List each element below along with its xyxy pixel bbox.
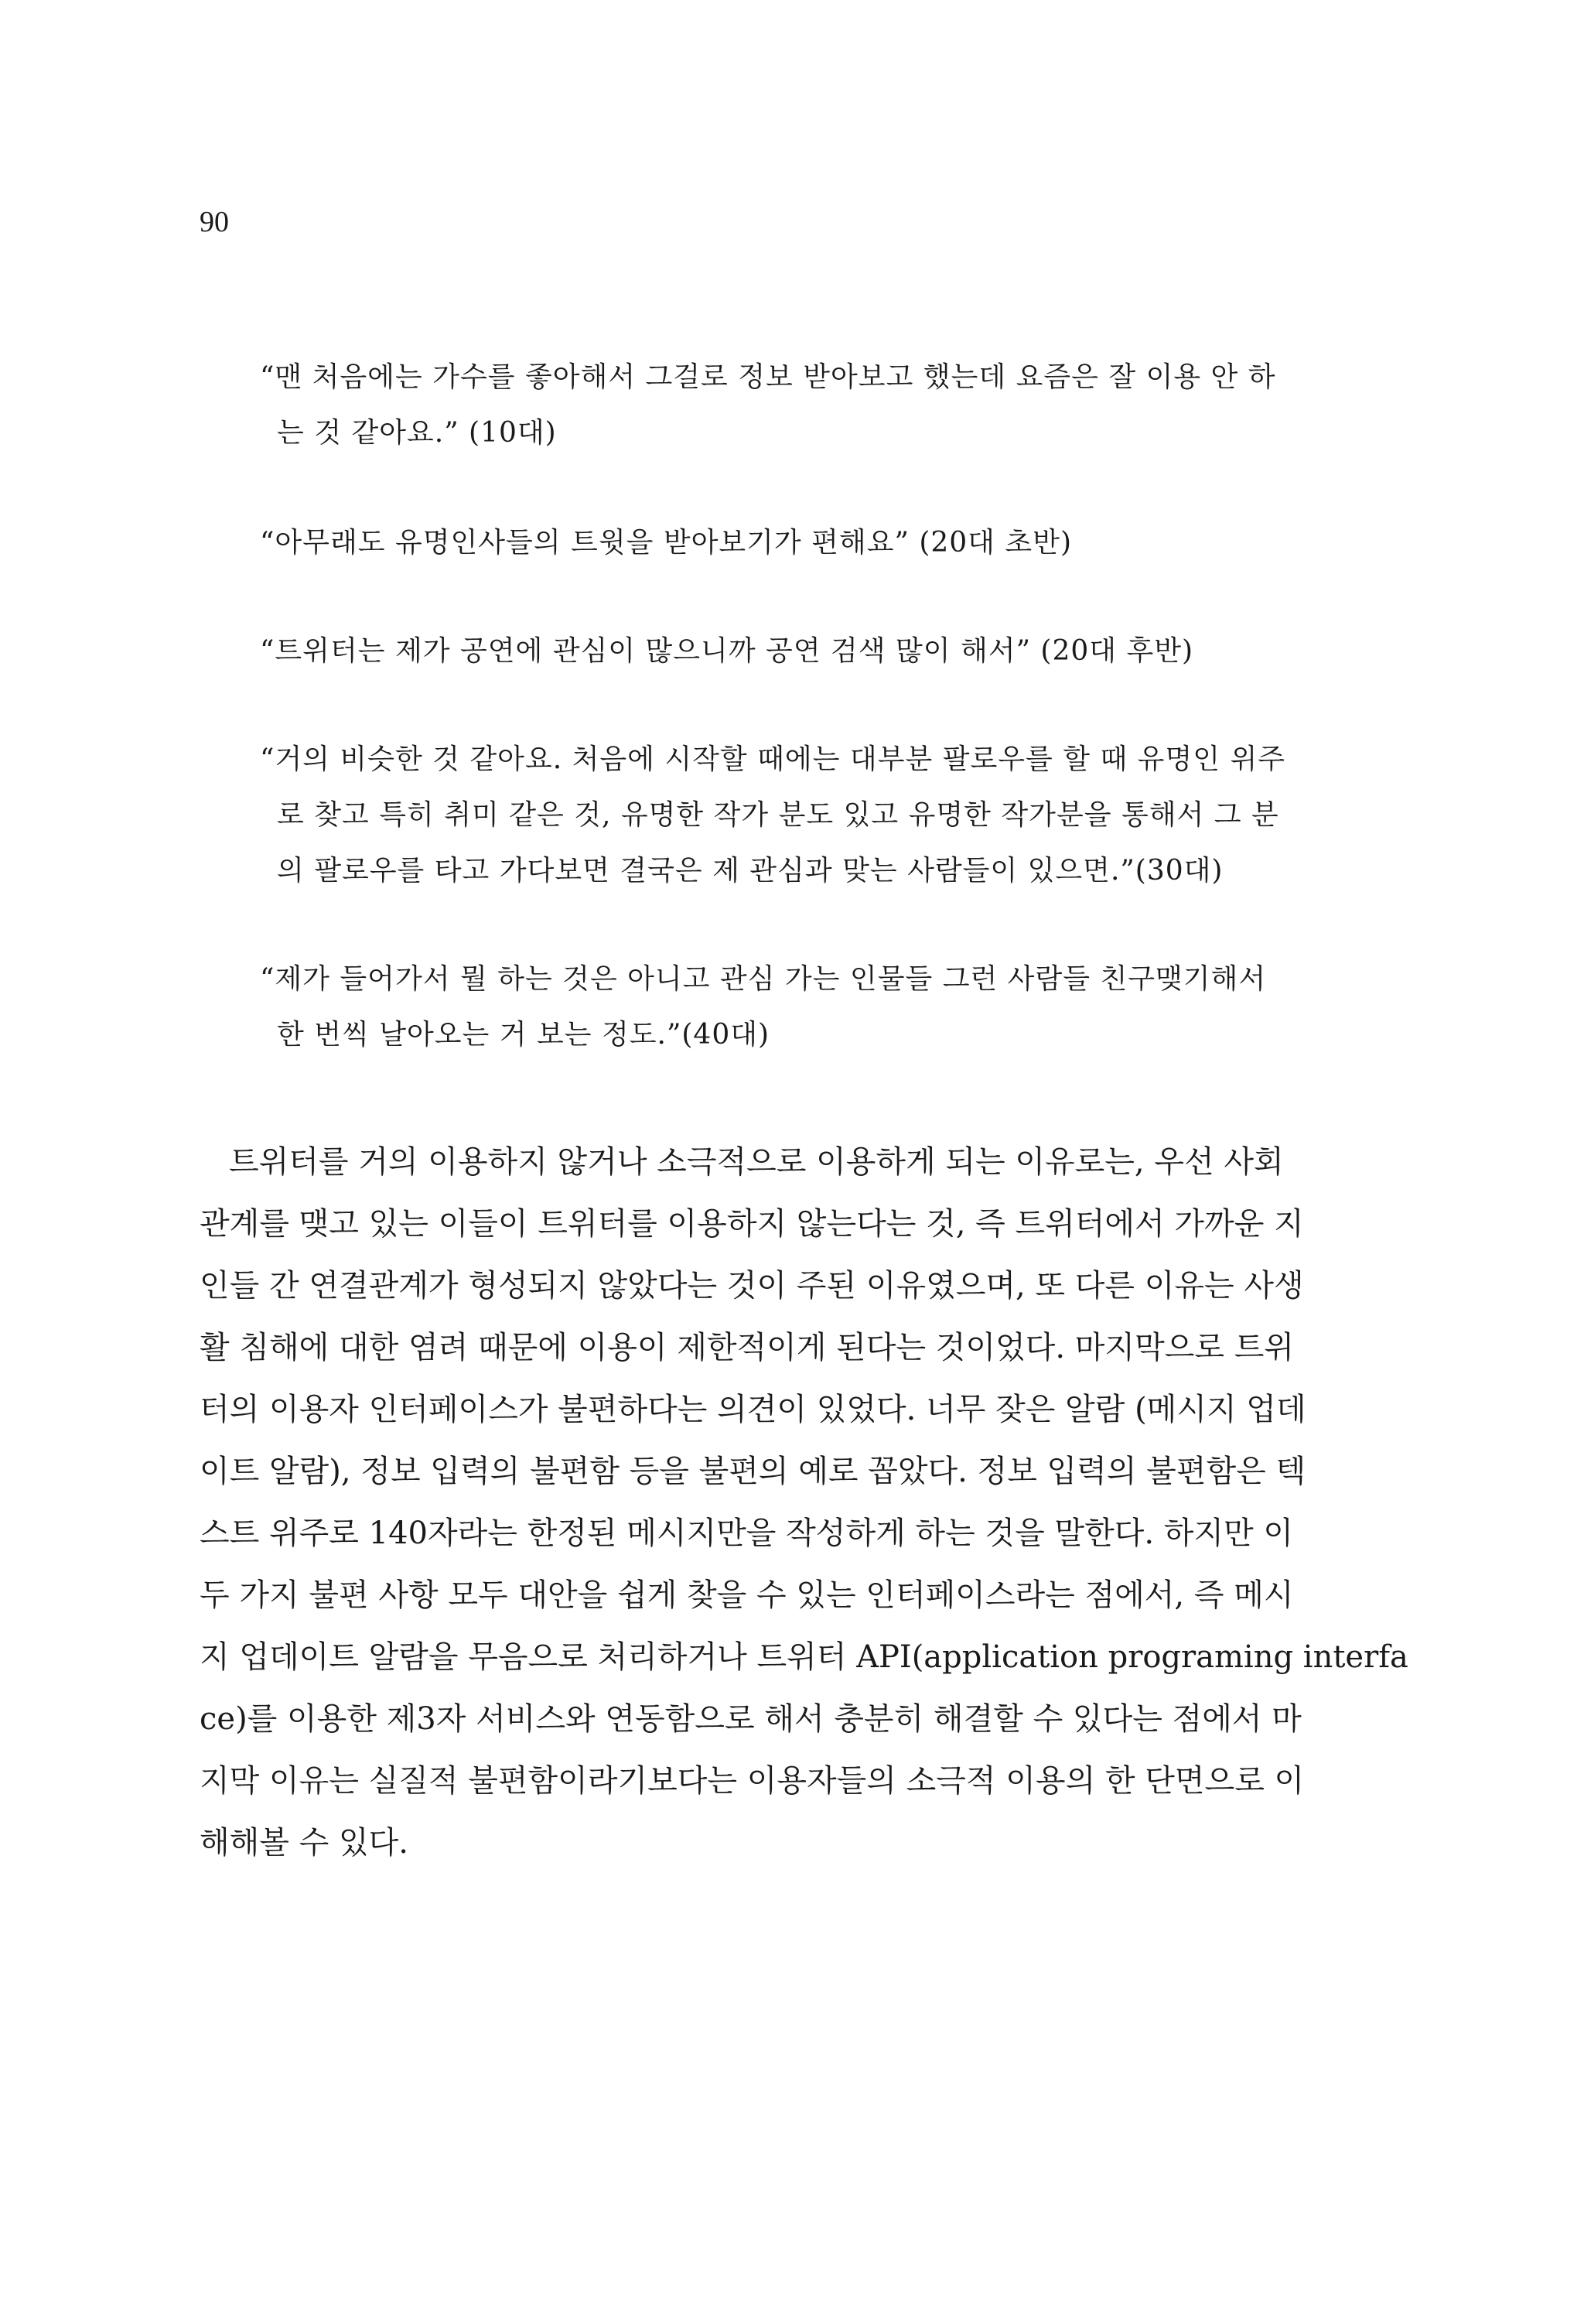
quote-line: “트위터는 제가 공연에 관심이 많으니까 공연 검색 많이 해서” (20대 후반): [260, 635, 1194, 667]
paragraph-line: 관계를 맺고 있는 이들이 트위터를 이용하지 않는다는 것, 즉 트위터에서 가까운 지: [200, 1206, 1304, 1242]
interview-quote-4: [260, 732, 1358, 899]
quote-line: 의 팔로우를 타고 가다보면 결국은 제 관심과 맞는 사람들이 있으면.”(30대): [277, 855, 1224, 887]
quote-line: “맨 처음에는 가수를 좋아해서 그걸로 정보 받아보고 했는데 요즘은 잘 이용 안 하: [260, 361, 1276, 393]
quote-line: “거의 비슷한 것 같아요. 처음에 시작할 때에는 대부분 팔로우를 할 때 유명인 위주: [260, 743, 1286, 775]
quote-line: “아무래도 유명인사들의 트윗을 받아보기가 편해요” (20대 초반): [260, 527, 1072, 559]
paragraph-line: 두 가지 불편 사항 모두 대안을 쉽게 찾을 수 있는 인터페이스라는 점에서, 즉 메시: [200, 1577, 1294, 1613]
interview-quote-1: [260, 350, 1358, 461]
paragraph-line: 트위터를 거의 이용하지 않거나 소극적으로 이용하게 되는 이유로는, 우선 사회: [229, 1144, 1284, 1180]
interview-quote-2: [260, 515, 1358, 571]
paragraph-line: ce)를 이용한 제3자 서비스와 연동함으로 해서 충분히 해결할 수 있다는 점에서 마: [200, 1701, 1302, 1737]
quote-line: 는 것 같아요.” (10대): [277, 417, 557, 449]
quote-line: 로 찾고 특히 취미 같은 것, 유명한 작가 분도 있고 유명한 작가분을 통해서 그 분: [277, 799, 1279, 831]
paragraph-line: 인들 간 연결관계가 형성되지 않았다는 것이 주된 이유였으며, 또 다른 이유는 사생: [200, 1268, 1304, 1304]
paragraph-line: 지막 이유는 실질적 불편함이라기보다는 이용자들의 소극적 이용의 한 단면으로 이: [200, 1763, 1305, 1799]
paragraph-line: 터의 이용자 인터페이스가 불편하다는 의견이 있었다. 너무 잦은 알람 (메시지 업데: [200, 1392, 1306, 1427]
quote-line: 한 번씩 날아오는 거 보는 정도.”(40대): [277, 1019, 770, 1051]
body-paragraph: [200, 1131, 1408, 1874]
quote-line: “제가 들어가서 뭘 하는 것은 아니고 관심 가는 인물들 그런 사람들 친구맺기해서: [260, 963, 1267, 995]
page-number: 90: [200, 206, 229, 238]
interview-quote-5: [260, 952, 1358, 1063]
interview-quote-3: [260, 624, 1358, 679]
paragraph-line: 스트 위주로 140자라는 한정된 메시지만을 작성하게 하는 것을 말한다. 하지만 이: [200, 1516, 1294, 1551]
paragraph-line: 지 업데이트 알람을 무음으로 처리하거나 트위터 API(application programing interfa: [200, 1639, 1408, 1675]
paragraph-line: 이트 알람), 정보 입력의 불편함 등을 불편의 예로 꼽았다. 정보 입력의 불편함은 텍: [200, 1454, 1306, 1489]
paragraph-line: 활 침해에 대한 염려 때문에 이용이 제한적이게 된다는 것이었다. 마지막으로 트위: [200, 1330, 1294, 1365]
paragraph-line: 해해볼 수 있다.: [200, 1825, 408, 1861]
